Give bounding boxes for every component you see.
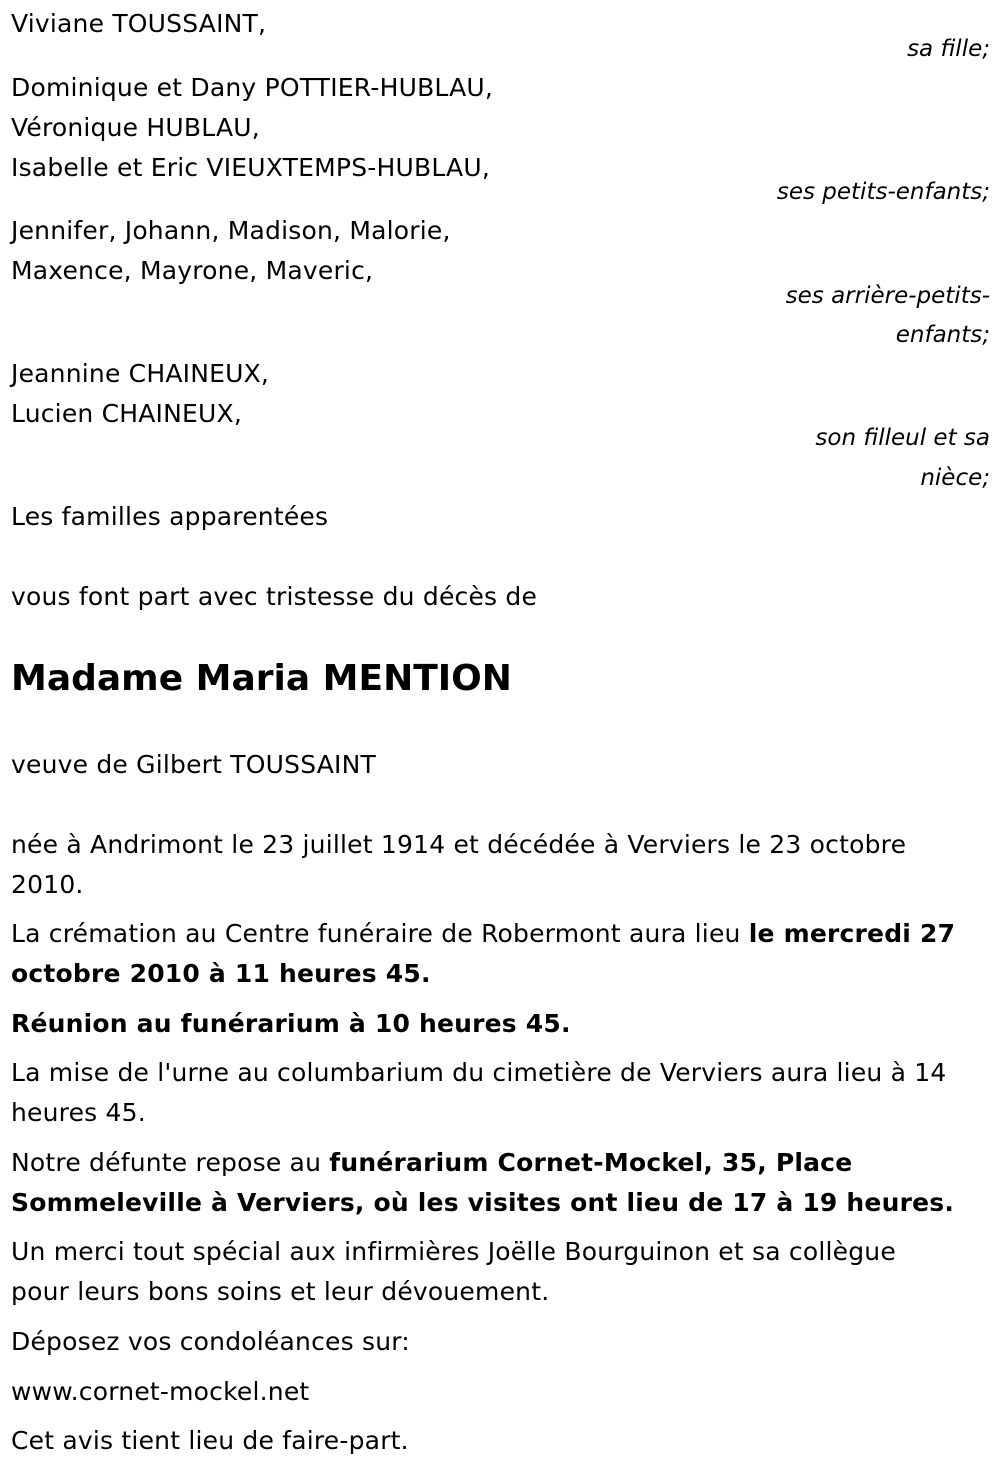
birth-death-info: 2010.: [11, 870, 84, 899]
cremation-date: le mercredi 27: [748, 919, 956, 948]
widow-of: veuve de Gilbert TOUSSAINT: [11, 750, 376, 779]
cremation-info: [11, 914, 955, 954]
website-link[interactable]: www.cornet-mockel.net: [11, 1377, 310, 1406]
funeral-home-address: Sommeleville à Verviers, où les visites ont lieu de 17 à 19 heures.: [11, 1188, 955, 1217]
announcement-intro: vous font part avec tristesse du décès de: [11, 582, 538, 611]
grandchild-line: Isabelle et Eric VIEUXTEMPS-HUBLAU,: [11, 153, 490, 182]
related-families: Les familles apparentées: [11, 502, 329, 531]
urn-info: La mise de l'urne au columbarium du cimetière de Verviers aura lieu à 14: [11, 1058, 947, 1087]
rest-info: [11, 1143, 852, 1183]
great-grandchild-line: Jennifer, Johann, Madison, Malorie,: [11, 216, 451, 245]
grandchild-line: Dominique et Dany POTTIER-HUBLAU,: [11, 73, 494, 102]
great-grandchild-line: Maxence, Mayrone, Maveric,: [11, 256, 374, 285]
grandchild-line: Véronique HUBLAU,: [11, 113, 260, 142]
great-grandchildren-relation: enfants;: [895, 322, 990, 348]
urn-info: heures 45.: [11, 1098, 146, 1127]
godchild-line: Lucien CHAINEUX,: [11, 399, 242, 428]
daughter-relation: sa fille;: [907, 36, 990, 62]
reunion-info: Réunion au funérarium à 10 heures 45.: [11, 1009, 571, 1038]
deceased-name: Madame Maria MENTION: [11, 658, 512, 699]
rest-text: Notre défunte repose au: [11, 1148, 330, 1177]
daughter-name: Viviane TOUSSAINT,: [11, 9, 267, 38]
great-grandchildren-relation: ses arrière-petits-: [785, 283, 990, 309]
closing-text: Cet avis tient lieu de faire-part.: [11, 1426, 409, 1455]
grandchildren-relation: ses petits-enfants;: [776, 179, 990, 205]
thanks-text: pour leurs bons soins et leur dévouement.: [11, 1277, 550, 1306]
funeral-home-address: funérarium Cornet-Mockel, 35, Place: [329, 1148, 853, 1177]
thanks-text: Un merci tout spécial aux infirmières Joëlle Bourguinon et sa collègue: [11, 1237, 896, 1266]
condolences-text: Déposez vos condoléances sur:: [11, 1327, 410, 1356]
godchildren-relation: son filleul et sa: [815, 425, 990, 451]
cremation-date: octobre 2010 à 11 heures 45.: [11, 959, 431, 988]
cremation-text: La crémation au Centre funéraire de Robermont aura lieu: [11, 919, 749, 948]
godchildren-relation: nièce;: [920, 465, 990, 491]
godchild-line: Jeannine CHAINEUX,: [11, 359, 270, 388]
birth-death-info: née à Andrimont le 23 juillet 1914 et décédée à Verviers le 23 octobre: [11, 830, 907, 859]
